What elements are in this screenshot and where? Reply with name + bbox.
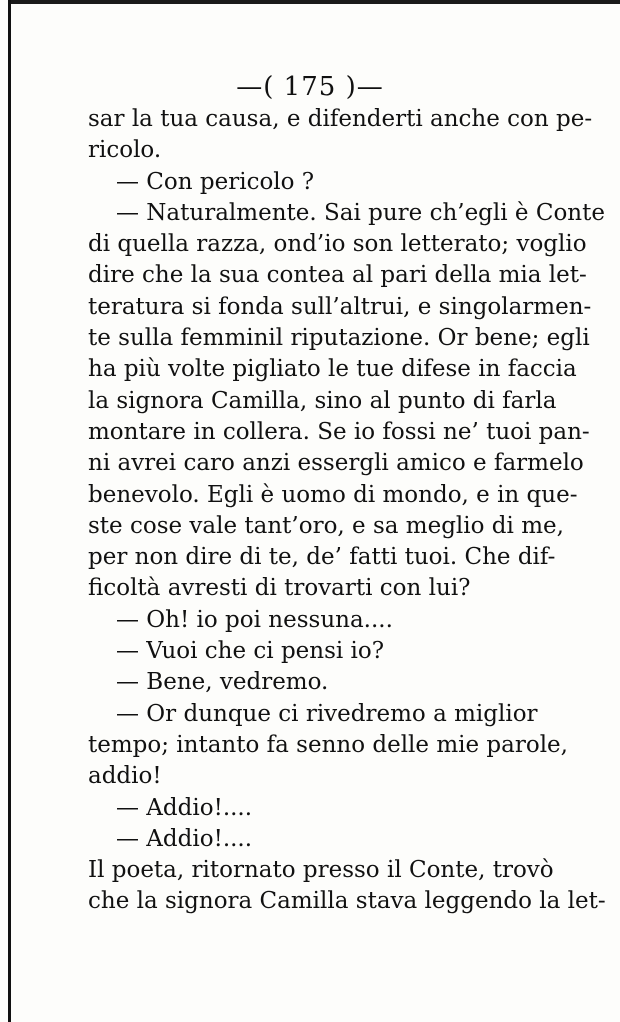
text-line: montare in collera. Se io fossi ne’ tuoi pan- — [88, 418, 590, 445]
text-line: addio! — [88, 763, 162, 790]
text-line: — Con pericolo ? — [116, 168, 315, 195]
body-text — [88, 104, 606, 918]
page-top-edge — [8, 0, 620, 4]
text-line: — Vuoi che ci pensi io? — [116, 638, 385, 665]
text-line: ha più volte pigliato le tue difese in faccia — [88, 356, 577, 383]
text-line: che la signora Camilla stava leggendo la let- — [88, 888, 606, 915]
text-line: sar la tua causa, e difenderti anche con pe- — [88, 106, 593, 132]
text-line: dire che la sua contea al pari della mia let- — [88, 262, 587, 289]
text-line: tempo; intanto fa senno delle mie parole, — [88, 731, 568, 758]
text-line: — Addio!.... — [116, 825, 253, 852]
text-line: — Addio!.... — [116, 794, 253, 821]
text-line: ficoltà avresti di trovarti con lui? — [88, 575, 471, 602]
text-line: di quella razza, ond’io son letterato; voglio — [88, 231, 587, 258]
text-line: per non dire di te, de’ fatti tuoi. Che dif- — [88, 544, 556, 571]
page-left-edge — [8, 0, 11, 1022]
text-line: ni avrei caro anzi essergli amico e farmelo — [88, 450, 584, 477]
text-line: — Or dunque ci rivedremo a miglior — [116, 700, 538, 727]
text-line: ricolo. — [88, 137, 162, 164]
text-line: Il poeta, ritornato presso il Conte, trovò — [88, 857, 554, 884]
text-line: benevolo. Egli è uomo di mondo, e in que- — [88, 481, 578, 508]
page-number: —( 175 )— — [236, 72, 384, 102]
text-line: — Bene, vedremo. — [116, 669, 329, 696]
text-line: la signora Camilla, sino al punto di farla — [88, 387, 557, 414]
text-line: teratura si fonda sull’altrui, e singolarmen- — [88, 293, 592, 320]
text-line: ste cose vale tant’oro, e sa meglio di me, — [88, 512, 564, 539]
text-line: te sulla femminil riputazione. Or bene; egli — [88, 325, 590, 352]
text-line: — Naturalmente. Sai pure ch’egli è Conte — [116, 199, 605, 226]
text-line: — Oh! io poi nessuna.... — [116, 606, 393, 633]
